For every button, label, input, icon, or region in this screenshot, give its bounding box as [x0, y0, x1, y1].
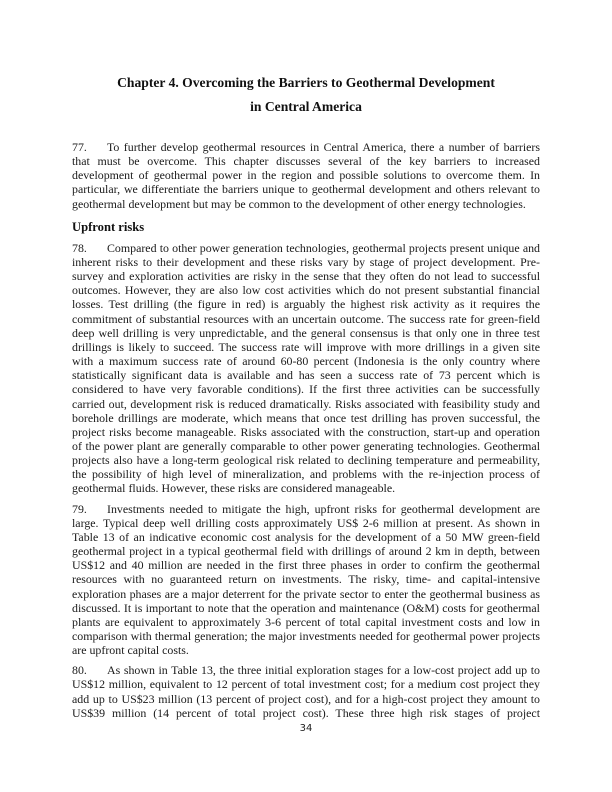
chapter-title-line-2: in Central America — [250, 99, 362, 114]
paragraph-number: 77. — [72, 140, 87, 154]
chapter-title-line-1: Chapter 4. Overcoming the Barriers to Geothermal Development — [117, 75, 495, 90]
paragraph-number: 78. — [72, 240, 87, 255]
section-heading: Upfront risks — [72, 219, 145, 234]
paragraph-77 — [72, 140, 540, 211]
paragraph-text: Compared to other power generation technologies, geothermal projects present unique and inherent risks to their development and these risks vary by stage of project development. Pre-survey and exploration activities are risky in the sense that they often do not lead to successful outcomes. However, they are also low cost activities which do not present substantial financial losses. Test drilling (the figure in red) is arguably the highest risk activity as it requires the commitment of substantial resources with an uncertain outcome. The success rate for green-field deep well drilling is very unpredictable, and the general consensus is that only one in three test drillings is likely to succeed. The success rate will improve with more drillings in a given site with a maximum success rate of around 60-80 percent (Indonesia is the only country where statistically significant data is available and has seen a success rate of 73 percent which is considered to have very favorable conditions). If the first three activities can be successfully carried out, development risk is reduced dramatically. Risks associated with feasibility study and borehole drillings are moderate, which means that once test drilling has proven successful, the project risks become manageable. Risks associated with the construction, start-up and operation of the power plant are generally comparable to other power generating technologies. Geothermal projects also have a long-term geological risk related to declining temperature and permeability, the possibility of high level of mineralization, and problems with the re-injection process of geothermal fluids. However, these risks are considered manageable. — [72, 240, 540, 496]
page-number: 34 — [299, 723, 313, 734]
chapter-title — [72, 71, 540, 119]
paragraph-text: To further develop geothermal resources in Central America, there a number of barriers that must be overcome. This chapter discusses several of the key barriers to increased development of geothermal power in the region and possible solutions to overcome them. In particular, we differentiate the barriers unique to geothermal development and others relevant to geothermal development but may be common to the development of other energy technologies. — [72, 140, 540, 211]
paragraph-text: Investments needed to mitigate the high, upfront risks for geothermal development are large. Typical deep well drilling costs approximately US$ 2-6 million at present. As shown in Table 13 of an indicative economic cost analysis for the development of a 50 MW green-field geothermal project in a typical geothermal field with drillings of around 2 km in depth, between US$12 and 40 million are needed in the first three phases in order to confirm the geothermal resources with no guaranteed return on investments. The risky, time- and capital-intensive exploration phases are a major deterrent for the private sector to enter the geothermal business as discussed. It is important to note that the operation and maintenance (O&M) costs for geothermal plants are equivalent to approximately 3-6 percent of total capital investment costs and low in comparison with thermal generation; the major investments needed for geothermal power projects are upfront capital costs. — [72, 501, 540, 658]
paragraph-78 — [72, 241, 540, 496]
paragraph-79 — [72, 502, 540, 658]
paragraph-80 — [72, 663, 540, 720]
body-text — [72, 140, 540, 720]
paragraph-number: 79. — [72, 501, 87, 516]
paragraph-text: As shown in Table 13, the three initial exploration stages for a low-cost project add up to US$12 million, equivalent to 12 percent of total investment cost; for a medium cost project they add up to US$23 million (13 percent of project cost), and for a high-cost project they amount to US$39 million (14 percent of total project cost). These three high risk stages of project — [72, 663, 540, 720]
paragraph-number: 80. — [72, 663, 87, 678]
